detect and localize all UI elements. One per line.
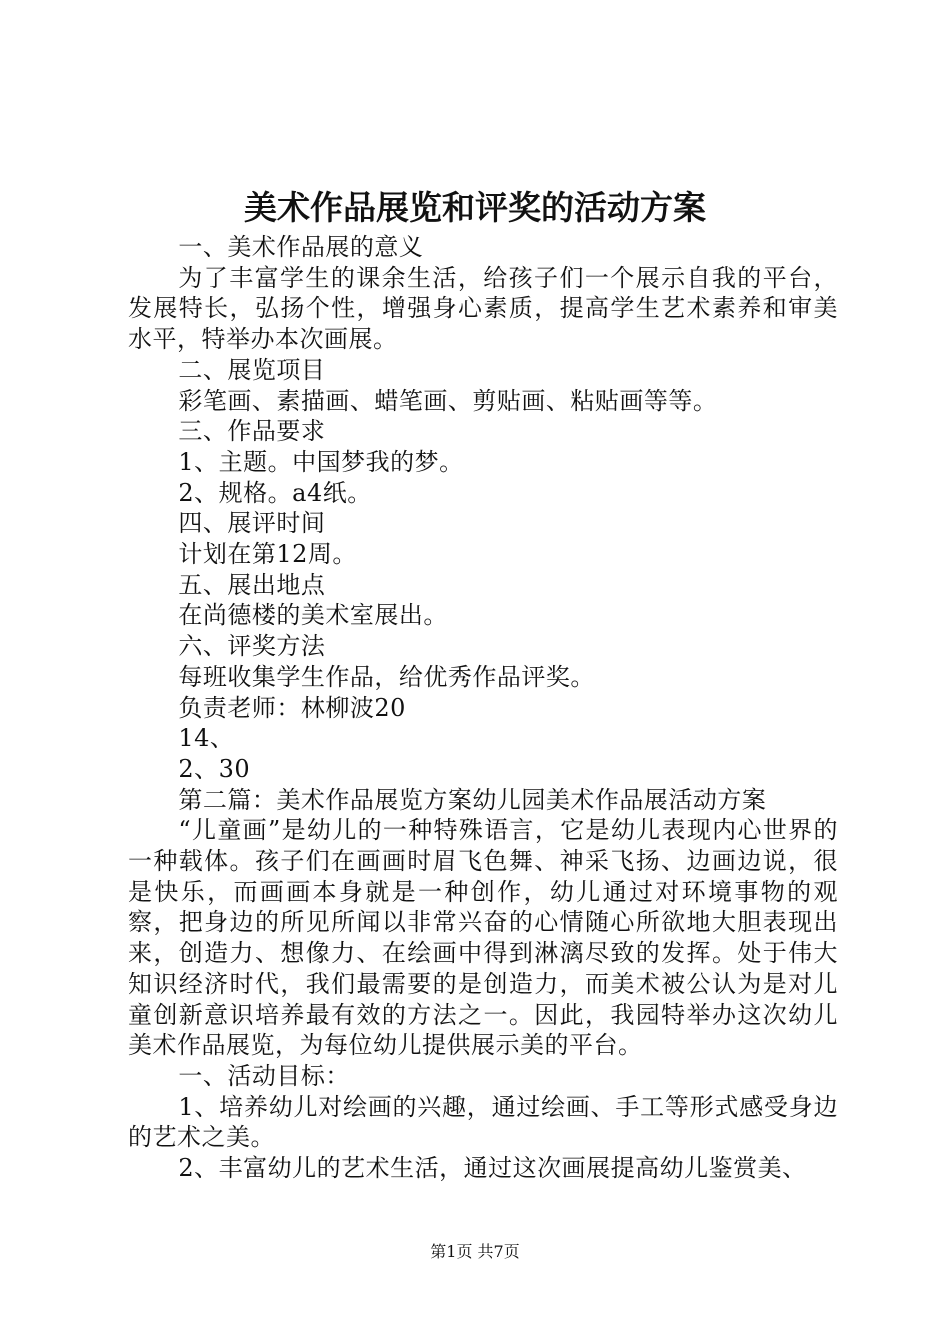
text-line: 2、30: [178, 754, 251, 783]
text-line: 第二篇：美术作品展览方案幼儿园美术作品展活动方案: [178, 785, 767, 814]
text-line: 2、规格。a4纸。: [178, 478, 372, 507]
text-line: 一、美术作品展的意义: [178, 233, 424, 261]
paragraph: 2、丰富幼儿的艺术生活，通过这次画展提高幼儿鉴赏美、: [178, 1154, 807, 1183]
text-line: 三、作品要求: [178, 417, 326, 446]
text-line: 五、展出地点: [178, 570, 326, 599]
text-line: 在尚德楼的美术室展出。: [178, 601, 448, 630]
text-line: 彩笔画、素描画、蜡笔画、剪贴画、粘贴画等等。: [178, 386, 718, 415]
paragraph: 为了丰富学生的课余生活，给孩子们一个展示自我的平台，发展特长，弘扬个性，增强身心素质，提高学生艺术素养和审美水平，特举办本次画展。: [128, 263, 838, 354]
text-line: 14、: [178, 724, 235, 753]
text-line: 六、评奖方法: [178, 632, 326, 661]
text-line: 二、展览项目: [178, 355, 326, 384]
page-footer: 第1页 共7页: [430, 1242, 520, 1261]
text-line: 负责老师：林柳波20: [178, 693, 406, 722]
paragraph: 1、培养幼儿对绘画的兴趣，通过绘画、手工等形式感受身边的艺术之美。: [128, 1092, 838, 1152]
text-line: 一、活动目标：: [178, 1061, 350, 1090]
document-body: [128, 232, 838, 1184]
paragraph: “儿童画”是幼儿的一种特殊语言，它是幼儿表现内心世界的一种载体。孩子们在画画时眉飞色舞、神采飞扬、边画边说，很是快乐，而画画本身就是一种创作，幼儿通过对环境事物的观察，把身边的所见所闻以非常兴奋的心情随心所欲地大胆表现出来，创造力、想像力、在绘画中得到淋漓尽致的发挥。处于伟大知识经济时代，我们最需要的是创造力，而美术被公认为是对儿童创新意识培养最有效的方法之一。因此，我园特举办这次幼儿美术作品展览，为每位幼儿提供展示美的平台。: [128, 816, 838, 1060]
text-line: 四、展评时间: [178, 509, 326, 538]
text-line: 每班收集学生作品，给优秀作品评奖。: [178, 662, 595, 691]
document-title: 美术作品展览和评奖的活动方案: [244, 188, 706, 227]
text-line: 1、主题。中国梦我的梦。: [178, 447, 464, 476]
text-line: 计划在第12周。: [178, 540, 357, 569]
